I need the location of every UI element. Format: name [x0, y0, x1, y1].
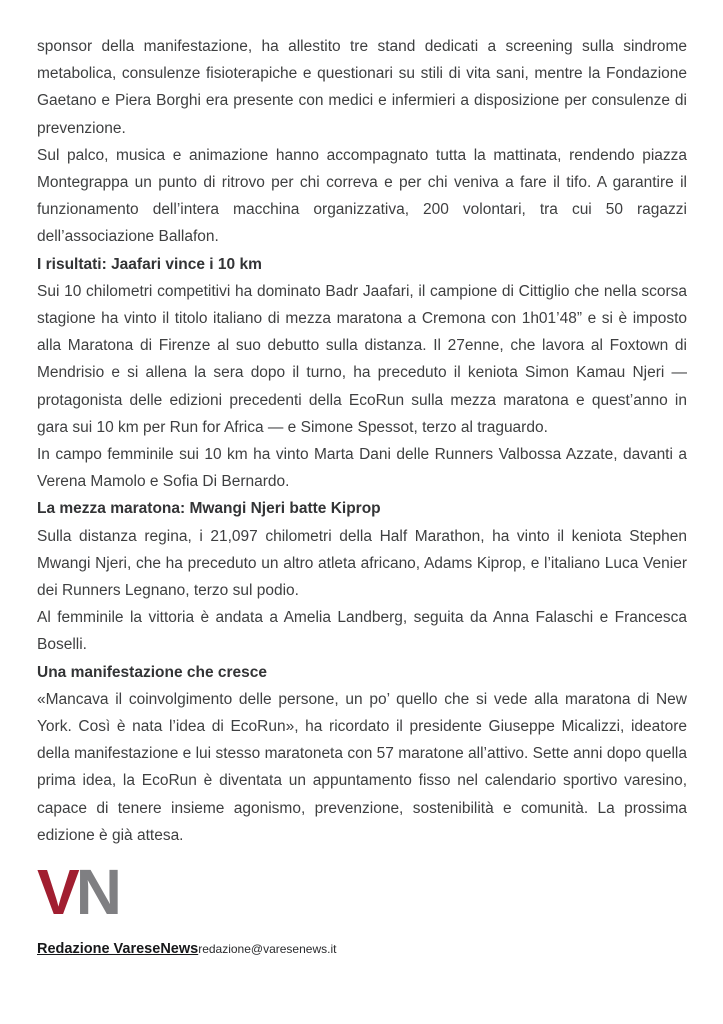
article-body: [37, 33, 687, 849]
paragraph: sponsor della manifestazione, ha allestito tre stand dedicati a screening sulla sindrome metabolica, consulenze fisioterapiche e questionari su stili di vita sani, mentre la Fondazione Gaetano e Piera Borghi era presente con medici e infermieri a disposizione per consulenze di prevenzione.: [37, 38, 687, 137]
section-heading: La mezza maratona: Mwangi Njeri batte Kiprop: [37, 500, 381, 518]
paragraph: Sulla distanza regina, i 21,097 chilometri della Half Marathon, ha vinto il keniota Stephen Mwangi Njeri, che ha preceduto un altro atleta africano, Adams Kiprop, e l’italiano Luca Venier dei Runners Legnano, terzo sul podio.: [37, 527, 687, 600]
redazione-link[interactable]: Redazione VareseNews: [37, 941, 199, 958]
paragraph: Al femminile la vittoria è andata a Amelia Landberg, seguita da Anna Falaschi e Francesca Boselli.: [37, 609, 687, 654]
logo-letter-n: N: [75, 856, 120, 929]
logo-letter-v: V: [37, 856, 78, 929]
section-heading: I risultati: Jaafari vince i 10 km: [37, 255, 262, 273]
varesenews-logo: [37, 856, 687, 929]
section-heading: Una manifestazione che cresce: [37, 663, 268, 681]
paragraph: «Mancava il coinvolgimento delle persone, un po’ quello che si vede alla maratona di New York. Così è nata l’idea di EcoRun», ha ricordato il presidente Giuseppe Micalizzi, ideatore della manifestazione e lui stesso maratoneta con 57 maratone all’attivo. Sette anni dopo quella prima idea, la EcoRun è diventata un appuntamento fisso nel calendario sportivo varesino, capace di tenere insieme agonismo, prevenzione, sostenibilità e comunità. La prossima edizione è già attesa.: [37, 690, 687, 844]
paragraph: Sui 10 chilometri competitivi ha dominato Badr Jaafari, il campione di Cittiglio che nella scorsa stagione ha vinto il titolo italiano di mezza maratona a Cremona con 1h01’48” e si è imposto alla Maratona di Firenze al suo debutto sulla distanza. Il 27enne, che lavora al Foxtown di Mendrisio e si allena la sera dopo il turno, ha preceduto il keniota Simon Kamau Njeri — protagonista delle edizioni precedenti della EcoRun sulla mezza maratona e quest’anno in gara sui 10 km per Run for Africa — e Simone Spessot, terzo al traguardo.: [37, 282, 687, 436]
paragraph: In campo femminile sui 10 km ha vinto Marta Dani delle Runners Valbossa Azzate, davanti a Verena Mamolo e Sofia Di Bernardo.: [37, 446, 687, 491]
email-address[interactable]: redazione@varesenews.it: [198, 942, 337, 957]
footer-byline: [37, 940, 687, 958]
paragraph: Sul palco, musica e animazione hanno accompagnato tutta la mattinata, rendendo piazza Montegrappa un punto di ritrovo per chi correva e per chi veniva a fare il tifo. A garantire il funzionamento dell’intera macchina organizzativa, 200 volontari, tra cui 50 ragazzi dell’associazione Ballafon.: [37, 146, 687, 246]
